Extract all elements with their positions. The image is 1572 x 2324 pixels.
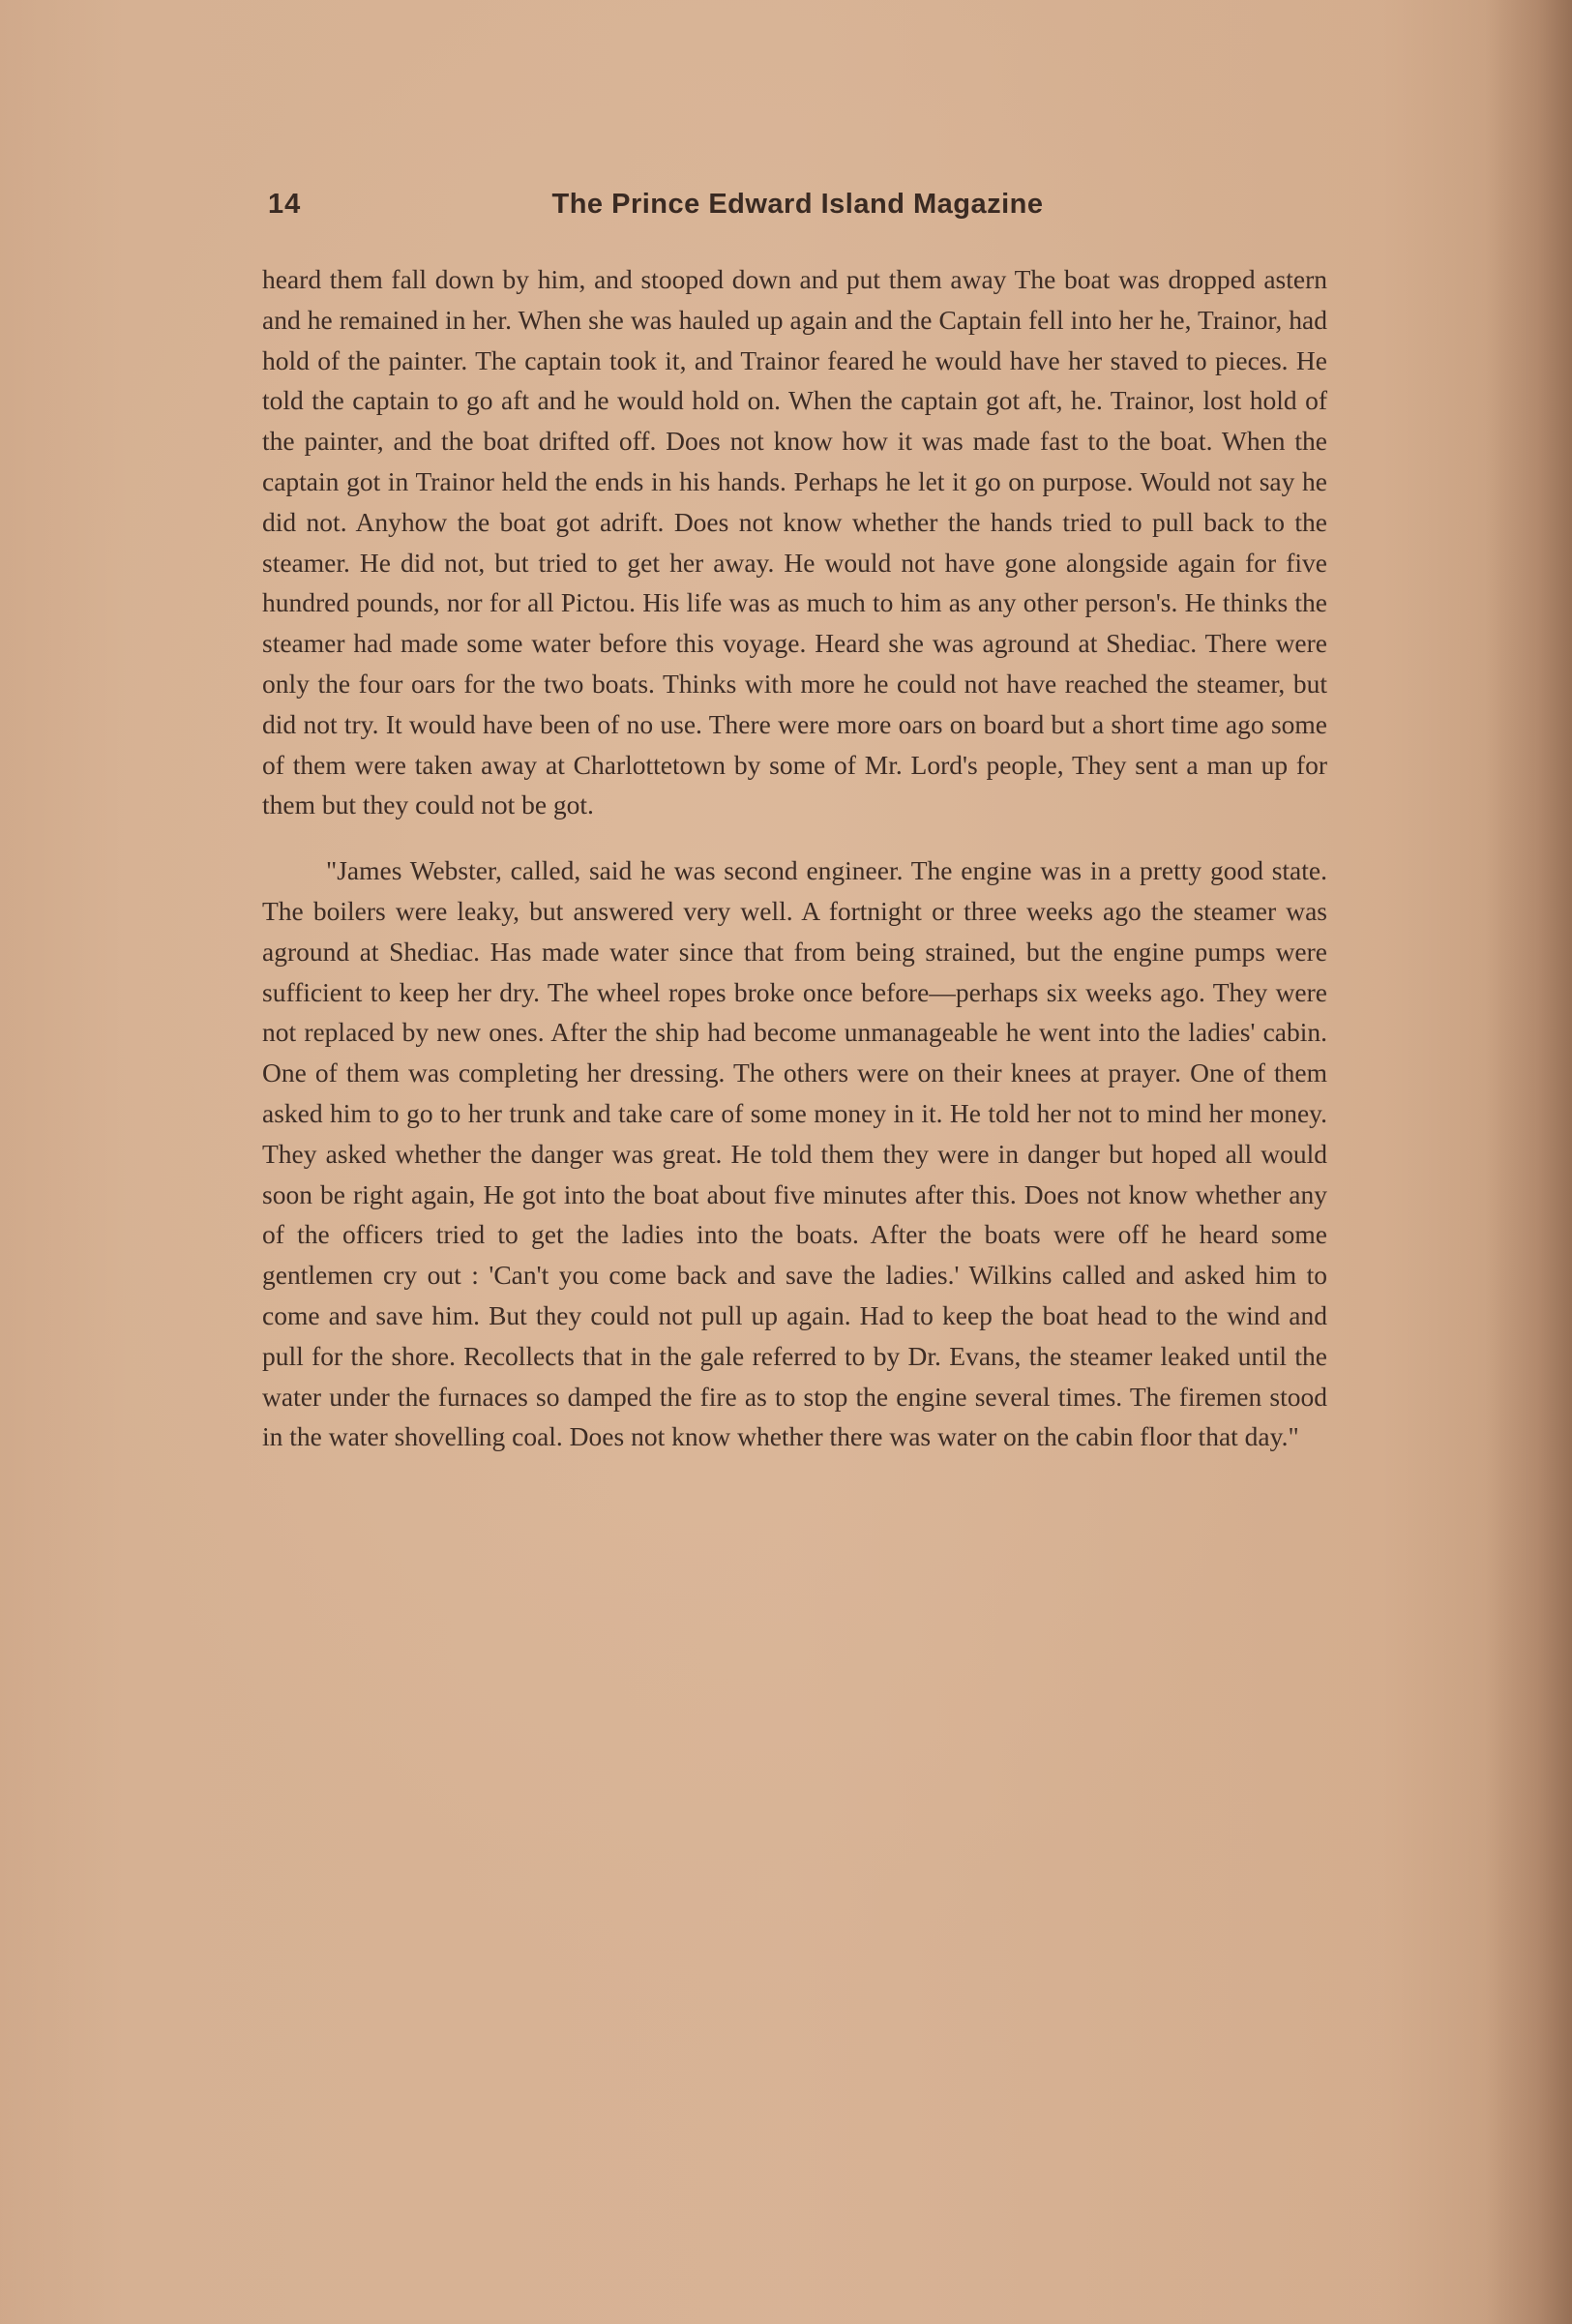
paragraph-trainor-testimony: heard them fall down by him, and stooped down and put them away The boat was dropped astern and he remained in her. When she was hauled up again and the Captain fell into her he, Trainor, had hold of the painter. The captain took it, and Trainor feared he would have her staved to pieces. He told the captain to go aft and he would hold on. When the captain got aft, he. Trainor, lost hold of the painter, and the boat drifted off. Does not know how it was made fast to the boat. When the captain got in Trainor held the ends in his hands. Perhaps he let it go on purpose. Would not say he did not. Anyhow the boat got adrift. Does not know whether the hands tried to pull back to the steamer. He did not, but tried to get her away. He would not have gone alongside again for five hundred pounds, nor for all Pictou. His life was as much to him as any other person's. He thinks the steamer had made some water before this voyage. Heard she was aground at Shediac. There were only the four oars for the two boats. Thinks with more he could not have reached the steamer, but did not try. It would have been of no use. There were more oars on board but a short time ago some of them were taken away at Charlottetown by some of Mr. Lord's people, They sent a man up for them but they could not be got. <box>262 264 1327 820</box>
page-number: 14 <box>268 189 302 220</box>
running-title: The Prince Edward Island Magazine <box>551 189 1044 220</box>
article-body <box>262 259 1327 1457</box>
page-edge-shadow <box>1485 0 1572 2324</box>
paragraph-webster-testimony: "James Webster, called, said he was second engineer. The engine was in a pretty good state. The boilers were leaky, but answered very well. A fortnight or three weeks ago the steamer was aground at Shediac. Has made water since that from being strained, but the engine pumps were sufficient to keep her dry. The wheel ropes broke once before—perhaps six weeks ago. They were not replaced by new ones. After the ship had become unmanageable he went into the ladies' cabin. One of them was completing her dressing. The others were on their knees at prayer. One of them asked him to go to her trunk and take care of some money in it. He told her not to mind her money. They asked whether the danger was great. He told them they were in danger but hoped all would soon be right again, He got into the boat about five minutes after this. Does not know whether any of the officers tried to get the ladies into the boats. After the boats were off he heard some gentlemen cry out : 'Can't you come back and save the ladies.' Wilkins called and asked him to come and save him. But they could not pull up again. Had to keep the boat head to the wind and pull for the shore. Recollects that in the gale referred to by Dr. Evans, the steamer leaked until the water under the furnaces so damped the fire as to stop the engine several times. The firemen stood in the water shovelling coal. Does not know whether there was water on the cabin floor that day." <box>262 855 1327 1452</box>
page-header <box>268 189 1327 227</box>
